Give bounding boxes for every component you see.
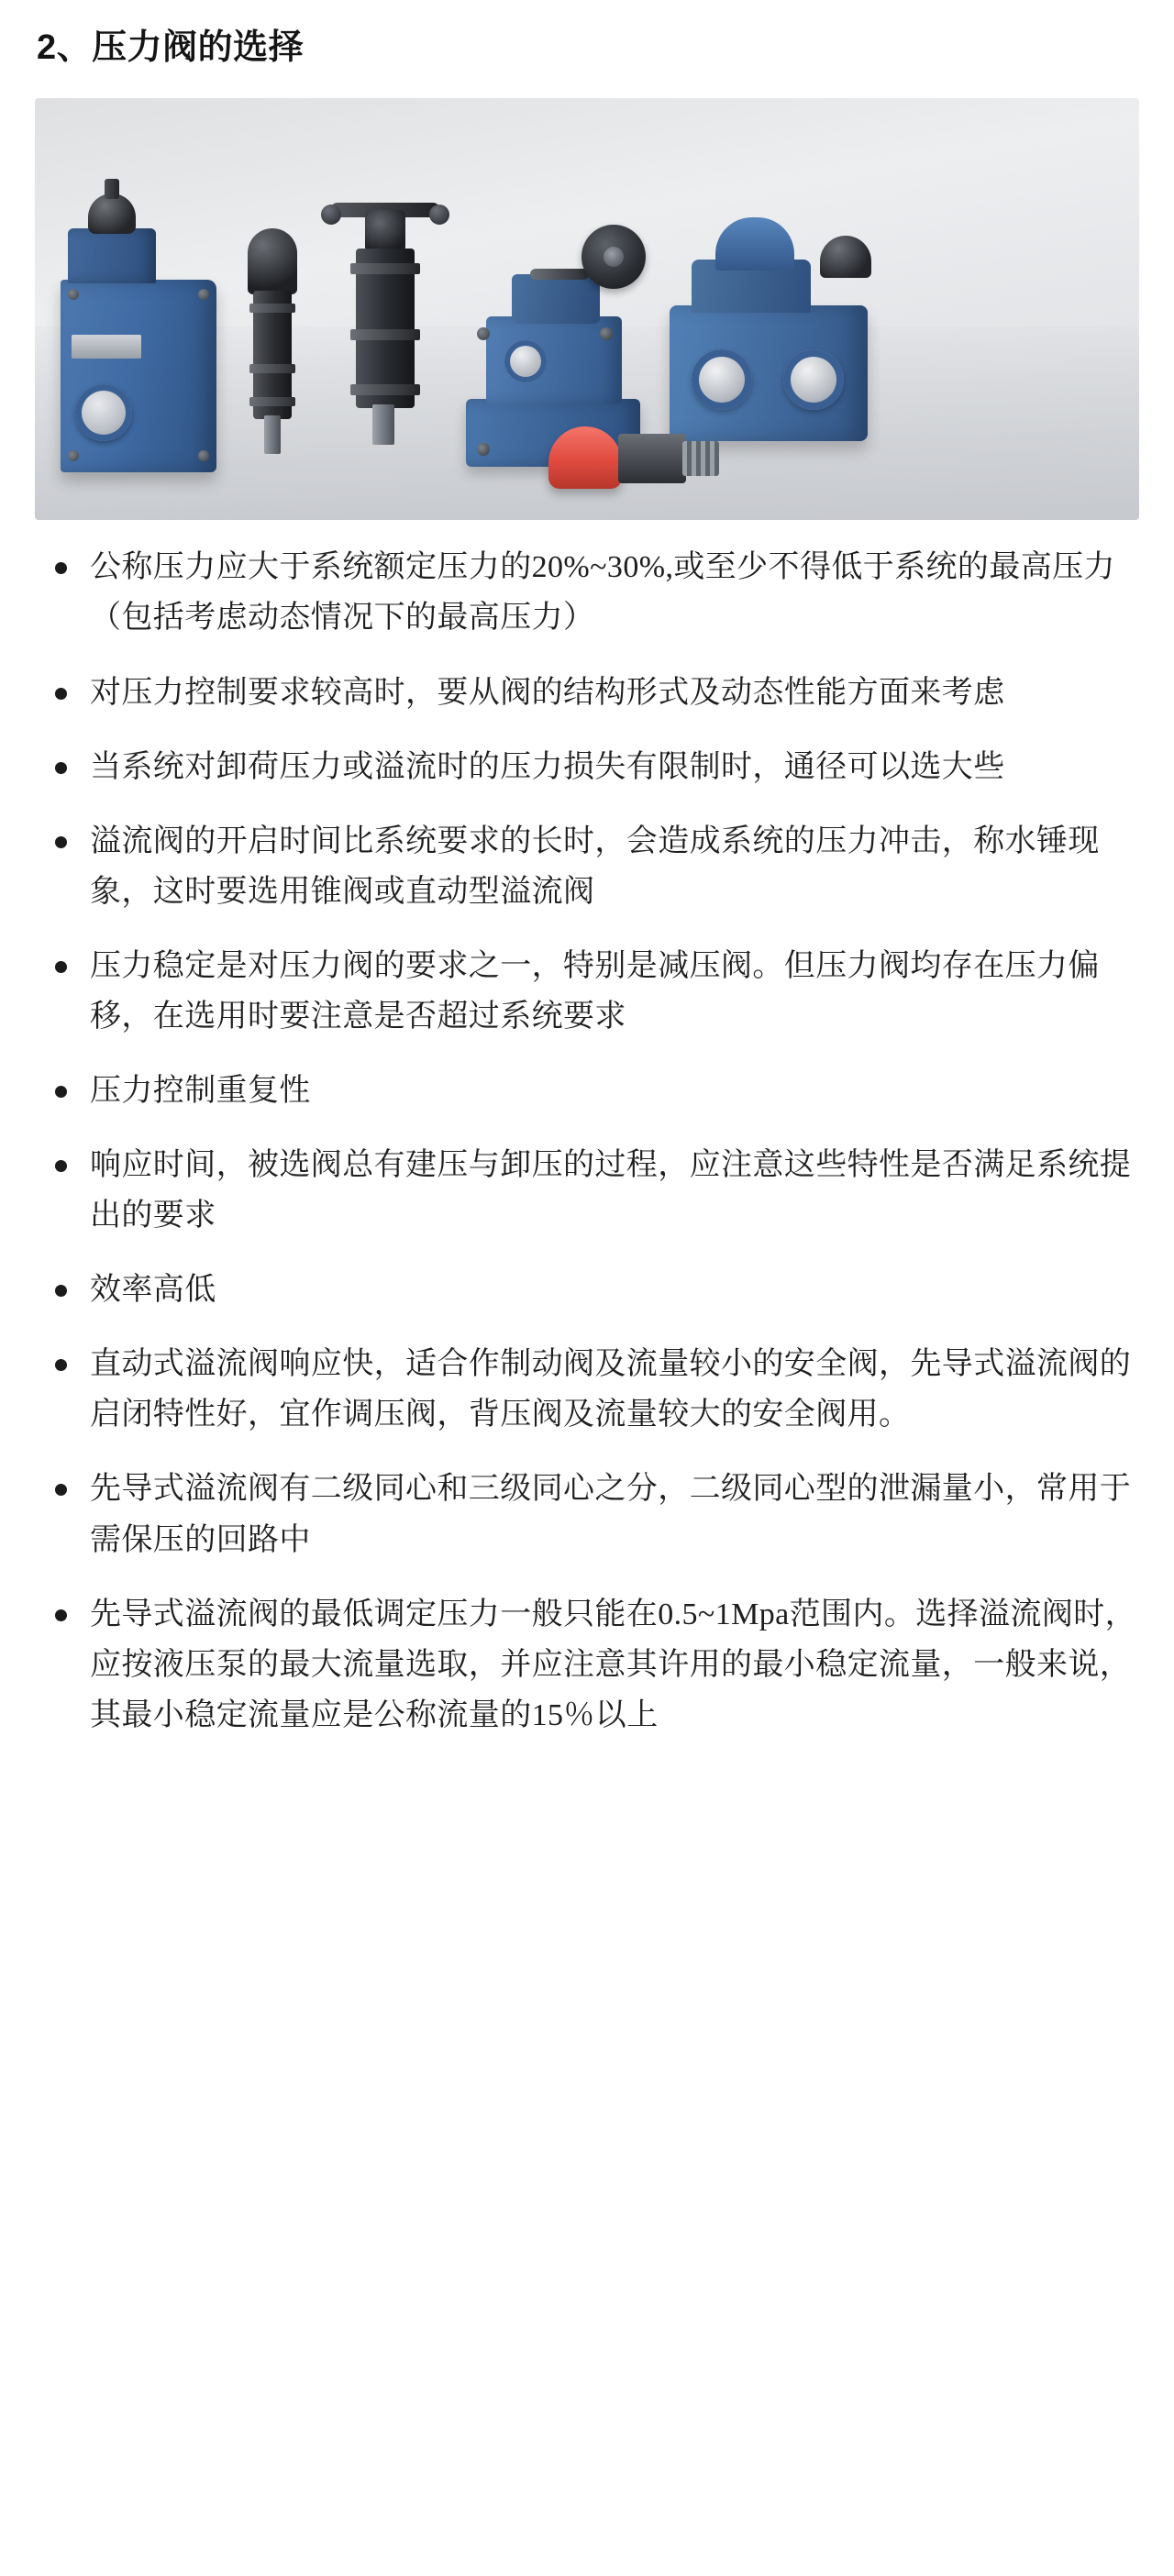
list-item: 溢流阀的开启时间比系统要求的长时，会造成系统的压力冲击，称水锤现象，这时要选用锥阀或直动型溢流阀 xyxy=(31,816,1143,917)
mounted-valve-neck-icon xyxy=(512,274,600,324)
list-item: 响应时间，被选阀总有建压与卸压的过程，应注意这些特性是否满足系统提出的要求 xyxy=(31,1140,1143,1241)
twin-port-valve-knob-icon xyxy=(820,236,871,278)
list-item: 公称压力应大于系统额定压力的20%~30%,或至少不得低于系统的最高压力（包括考虑动态情况下的最高压力） xyxy=(31,542,1143,643)
valve-block-body-icon xyxy=(61,280,216,472)
list-item: 压力控制重复性 xyxy=(31,1066,1143,1116)
list-item: 先导式溢流阀有二级同心和三级同心之分，二级同心型的泄漏量小，常用于需保压的回路中 xyxy=(31,1464,1143,1564)
handwheel-hub-icon xyxy=(365,210,405,252)
cartridge-valve-cap-icon xyxy=(248,228,297,294)
handwheel-valve-ring-icon xyxy=(350,329,420,340)
valve-port-icon xyxy=(75,384,132,441)
valve-adjust-knob-icon xyxy=(88,193,136,234)
valve-nameplate-icon xyxy=(72,335,141,359)
twin-port-valve-cylinder-icon xyxy=(715,217,794,271)
valve-stem-icon xyxy=(105,179,119,199)
cartridge-valve-ring-icon xyxy=(249,364,295,373)
handwheel-valve-ring-icon xyxy=(350,263,420,274)
cartridge-valve-ring-icon xyxy=(249,304,295,313)
handwheel-valve-ring-icon xyxy=(350,384,420,395)
valve-block-top-icon xyxy=(68,228,156,283)
list-item: 当系统对卸荷压力或溢流时的压力损失有限制时，通径可以选大些 xyxy=(31,742,1143,792)
hydraulic-pressure-valves-photo xyxy=(35,98,1139,520)
red-cap-cartridge-body-icon xyxy=(618,434,686,483)
red-cap-cartridge-icon xyxy=(548,426,622,489)
mounted-valve-rod-icon xyxy=(530,269,589,280)
selection-criteria-list xyxy=(31,542,1143,1740)
handwheel-grip-icon xyxy=(429,205,449,225)
twin-port-valve-port-a-icon xyxy=(692,349,752,410)
list-item: 效率高低 xyxy=(31,1265,1143,1315)
page-title: 2、压力阀的选择 xyxy=(37,28,305,67)
handwheel-grip-icon xyxy=(321,205,341,225)
red-cap-cartridge-thread-icon xyxy=(682,441,719,476)
cartridge-valve-ring-icon xyxy=(249,397,295,406)
list-item: 压力稳定是对压力阀的要求之一，特别是减压阀。但压力阀均存在压力偏移，在选用时要注意是否超过系统要求 xyxy=(31,941,1143,1042)
twin-port-valve-port-b-icon xyxy=(783,349,844,410)
cartridge-valve-tip-icon xyxy=(264,415,281,454)
document-page xyxy=(0,26,1174,1801)
handwheel-valve-tip-icon xyxy=(372,404,394,445)
list-item: 对压力控制要求较高时，要从阀的结构形式及动态性能方面来考虑 xyxy=(31,668,1143,718)
list-item: 直动式溢流阀响应快，适合作制动阀及流量较小的安全阀，先导式溢流阀的启闭特性好，宜作调压阀，背压阀及流量较大的安全阀用。 xyxy=(31,1339,1143,1440)
list-item: 先导式溢流阀的最低调定压力一般只能在0.5~1Mpa范围内。选择溢流阀时，应按液压泵的最大流量选取，并应注意其许用的最小稳定流量，一般来说，其最小稳定流量应是公称流量的15％以上 xyxy=(31,1589,1143,1741)
